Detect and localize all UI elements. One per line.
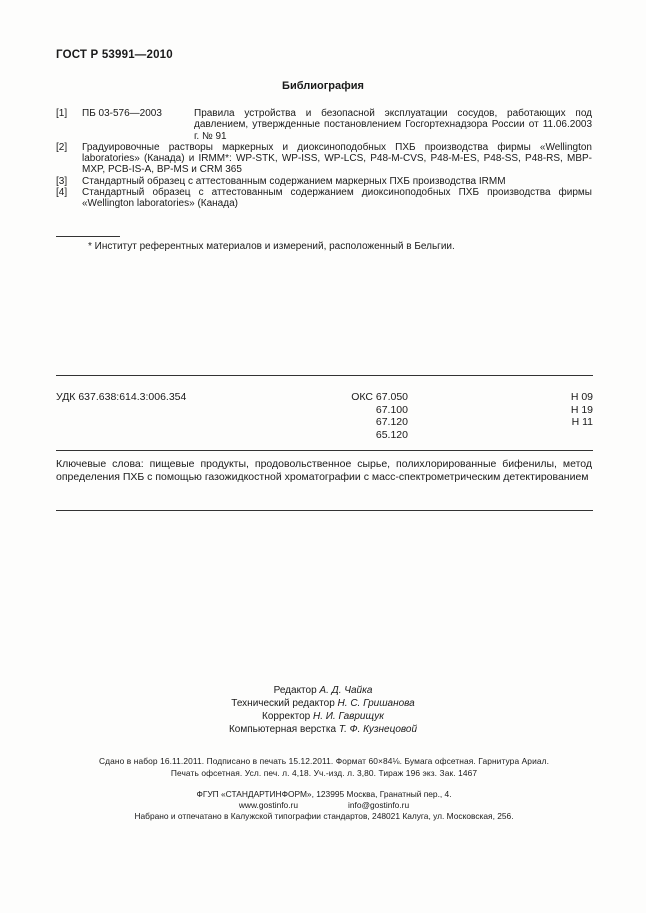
bibliography-title: Библиография: [282, 80, 364, 92]
h-code: Н 09: [570, 391, 593, 403]
entry-code: ПБ 03-576—2003: [82, 108, 162, 119]
bibliography-entry: [56, 108, 592, 142]
credit-editor: Редактор А. Д. Чайка: [273, 685, 373, 696]
h-code: Н 19: [570, 403, 593, 416]
bibliography-entry: [56, 142, 592, 176]
bibliography-list: [56, 108, 592, 210]
imprint: [56, 755, 592, 779]
h-codes: [540, 391, 593, 429]
entry-number: [1]: [56, 108, 68, 119]
credit-layout: Компьютерная верстка Т. Ф. Кузнецовой: [228, 724, 418, 735]
printing-house: Набрано и отпечатано в Калужской типографии стандартов, 248021 Калуга, ул. Московская, 256.: [134, 811, 514, 821]
imprint-line: Сдано в набор 16.11.2011. Подписано в печать 15.12.2011. Формат 60×84⅛. Бумага офсетная. Гарнитура Ариал.: [98, 756, 550, 766]
entry-number: [4]: [56, 187, 68, 199]
entry-text: Правила устройства и безопасной эксплуатации сосудов, работающих под давлением, утвержденные постановлением Госгортехнадзора России от 11.06.2003 г. № 91: [194, 108, 592, 142]
publisher-info: [56, 789, 592, 822]
credit-proofreader: Корректор Н. И. Гаврищук: [262, 711, 384, 722]
publisher-email: info@gostinfo.ru: [348, 800, 410, 810]
entry-text: Градуировочные растворы маркерных и диоксиноподобных ПХБ производства фирмы «Wellington laboratories» (Канада) и IRMM*: WP-STK, WP-ISS, WP-LCS, P48-M-CVS, P48-M-ES, P48-SS, P48-RS, MBP-MXP, PCB-IS-A, BP-MS и CRM 365: [82, 141, 592, 176]
publisher-website: www.gostinfo.ru: [238, 800, 298, 810]
imprint-line: Печать офсетная. Усл. печ. л. 4,18. Уч.-изд. л. 3,80. Тираж 196 экз. Зак. 1467: [170, 768, 478, 778]
udk-code: УДК 637.638:614.3:006.354: [56, 391, 187, 403]
footnote-divider: [56, 236, 120, 237]
oks-code: 65.120: [375, 428, 408, 441]
oks-code: ОКС 67.050: [351, 391, 408, 403]
h-code: Н 11: [571, 416, 593, 428]
credit-technical-editor: Технический редактор Н. С. Гришанова: [231, 698, 415, 709]
oks-code: 67.120: [375, 416, 408, 428]
bibliography-entry: [56, 187, 592, 210]
document-id: ГОСТ Р 53991—2010: [56, 49, 173, 61]
footnote: * Институт референтных материалов и измерений, расположенный в Бельгии.: [88, 241, 455, 252]
oks-codes: [330, 391, 408, 441]
entry-number: [3]: [56, 175, 68, 187]
entry-text: Стандартный образец с аттестованным содержанием диоксиноподобных ПХБ производства фирмы «Wellington laboratories» (Канада): [82, 187, 592, 210]
keywords: Ключевые слова: пищевые продукты, продовольственное сырье, полихлорированные бифенилы, метод определения ПХБ с помощью газожидкостной хроматографии с масс-спектрометрическим детектированием: [56, 458, 592, 483]
entry-number: [2]: [56, 141, 68, 153]
section-divider-middle: [56, 450, 593, 451]
oks-code: 67.100: [375, 403, 408, 416]
bibliography-entry: [56, 176, 592, 187]
publisher-address: ФГУП «СТАНДАРТИНФОРМ», 123995 Москва, Гранатный пер., 4.: [196, 789, 452, 799]
entry-text: Стандартный образец с аттестованным содержанием маркерных ПХБ производства IRMM: [82, 175, 506, 187]
section-divider-bottom: [56, 510, 593, 511]
section-divider-top: [56, 375, 593, 376]
credits: [0, 684, 646, 736]
